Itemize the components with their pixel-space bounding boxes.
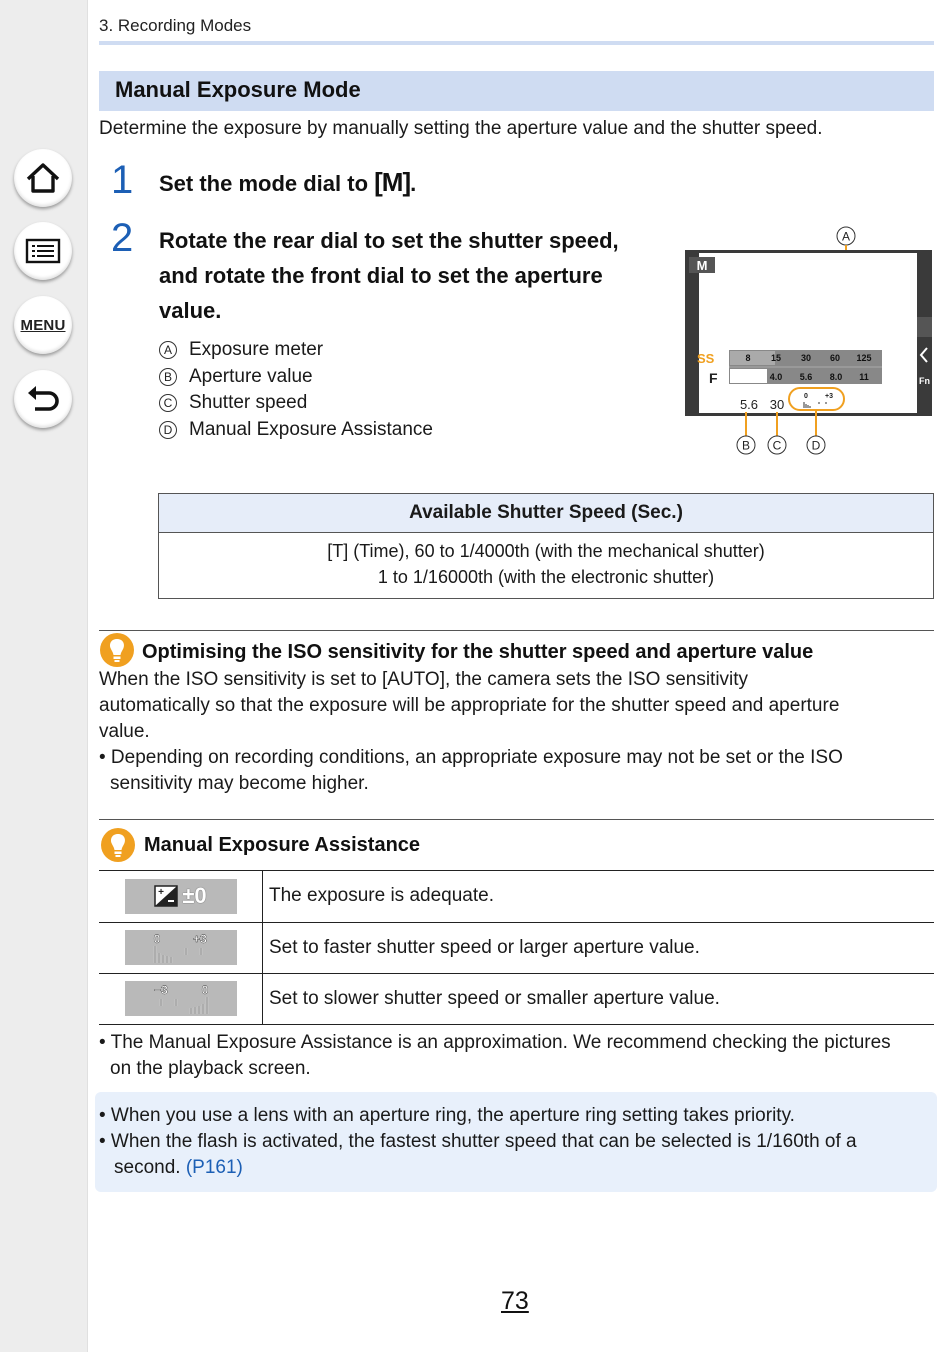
legend-label: Aperture value	[189, 365, 313, 387]
mode-m-icon: [M]	[374, 167, 411, 197]
f-label: F	[709, 370, 718, 386]
table-row: [T] (Time), 60 to 1/4000th (with the mechanical shutter)	[327, 541, 765, 561]
shutter-value: 30	[769, 397, 785, 412]
exposure-assist-table	[99, 870, 934, 1025]
tip-bullet-line: • Depending on recording conditions, an appropriate exposure may not be set or the ISO	[99, 747, 843, 768]
meter-left-label: −3	[153, 983, 168, 998]
legend-label: Exposure meter	[189, 339, 324, 361]
page-reference-link[interactable]: (P161)	[185, 1157, 243, 1178]
tip-paragraph-line: value.	[99, 721, 150, 742]
back-arrow-icon	[23, 379, 63, 419]
menu-label: MENU	[20, 316, 66, 334]
underexposed-meter-icon	[125, 930, 237, 965]
legend-label: Manual Exposure Assistance	[189, 418, 433, 440]
table-row	[99, 973, 934, 1025]
callout-b: B	[741, 438, 751, 453]
assist-note-line: • The Manual Exposure Assistance is an approximation. We recommend checking the pictures	[99, 1032, 891, 1053]
camera-screen-figure	[685, 222, 935, 462]
step-1-text	[159, 165, 416, 201]
step-2-line: value.	[159, 298, 222, 323]
note-line: • When you use a lens with an aperture ring, the aperture ring setting takes priority.	[99, 1105, 795, 1126]
menu-button[interactable]	[14, 296, 72, 354]
page-number: 73	[501, 1287, 529, 1315]
tip-paragraph	[99, 667, 934, 745]
ss-scale-tick: 30	[800, 353, 812, 363]
marker-b: B	[159, 368, 177, 386]
fn-tab: Fn	[919, 376, 930, 386]
ss-scale-tick: 15	[770, 353, 782, 363]
legend-item	[159, 364, 433, 391]
note-box	[95, 1092, 937, 1192]
step-2-number: 2	[111, 216, 134, 260]
tip-title: Optimising the ISO sensitivity for the shutter speed and aperture value	[142, 641, 814, 663]
tip-paragraph-line: automatically so that the exposure will be appropriate for the shutter speed and aperture	[99, 695, 840, 716]
assist-note-line: on the playback screen.	[110, 1058, 311, 1079]
f-scale-tick: 11	[859, 372, 869, 382]
step-1-text-after: .	[410, 171, 417, 196]
note-line: • When the flash is activated, the fastest shutter speed that can be selected is 1/160th of a	[99, 1131, 857, 1152]
table-header: Available Shutter Speed (Sec.)	[159, 494, 933, 533]
assist-zero-value: ±0	[182, 883, 207, 909]
step-2-line: and rotate the front dial to set the aperture	[159, 263, 603, 288]
section-title: Manual Exposure Mode	[115, 77, 361, 102]
tip-bullet-line: sensitivity may become higher.	[110, 773, 369, 794]
contents-button[interactable]	[14, 222, 72, 280]
icon-cell	[99, 871, 263, 922]
mode-indicator: M	[696, 258, 708, 273]
exposure-adequate-icon	[125, 879, 237, 914]
f-scale-tick: 8.0	[829, 372, 843, 382]
ss-label: SS	[697, 351, 715, 366]
marker-c: C	[159, 394, 177, 412]
step-2-text	[159, 223, 619, 328]
intro-text: Determine the exposure by manually setting the aperture value and the shutter speed.	[99, 118, 823, 139]
assist-description: The exposure is adequate.	[269, 885, 494, 907]
note-text: second.	[114, 1157, 186, 1178]
step-1-text-before: Set the mode dial to	[159, 171, 375, 196]
tip-bullet	[99, 745, 934, 797]
ss-scale-tick: 8	[745, 353, 751, 363]
contents-list-icon	[23, 231, 63, 271]
section-header	[99, 71, 934, 111]
table-row	[99, 870, 934, 922]
assist-description: Set to slower shutter speed or smaller aperture value.	[269, 987, 720, 1009]
aperture-value: 5.6	[739, 397, 759, 412]
table-row	[99, 922, 934, 974]
shutter-speed-table	[158, 493, 934, 599]
chapter-heading: 3. Recording Modes	[99, 16, 252, 35]
chapter-rule	[99, 41, 934, 45]
ss-scale-tick: 60	[829, 353, 841, 363]
f-scale-tick: 4.0	[769, 372, 783, 382]
marker-a: A	[159, 341, 177, 359]
exposure-comp-icon	[154, 885, 178, 907]
marker-d: D	[159, 421, 177, 439]
meter-left-label: 0	[153, 932, 160, 947]
callout-a: A	[841, 229, 851, 244]
assist-zero: 0	[804, 393, 808, 400]
ss-scale-tick: 125	[856, 353, 872, 363]
assist-description: Set to faster shutter speed or larger aperture value.	[269, 936, 700, 958]
icon-cell	[99, 923, 263, 974]
overexposed-meter-icon	[125, 981, 237, 1016]
lightbulb-tip-icon	[101, 828, 135, 862]
figure-legend	[159, 337, 433, 443]
legend-item	[159, 390, 433, 417]
assist-note	[99, 1030, 934, 1082]
step-2-line: Rotate the rear dial to set the shutter speed,	[159, 228, 619, 253]
back-button[interactable]	[14, 370, 72, 428]
divider	[99, 819, 934, 820]
assist-plus: +3	[825, 393, 833, 400]
legend-label: Shutter speed	[189, 392, 308, 414]
meter-right-label: 0	[201, 983, 208, 998]
home-icon	[23, 158, 63, 198]
sidebar-nav	[0, 0, 88, 1352]
meter-right-label: +3	[192, 932, 207, 947]
legend-item	[159, 417, 433, 444]
callout-c: C	[772, 438, 782, 453]
step-1-number: 1	[111, 158, 134, 202]
svg-text:+: +	[158, 887, 165, 899]
divider	[99, 630, 934, 631]
icon-cell	[99, 974, 263, 1024]
home-button[interactable]	[14, 149, 72, 207]
tip-paragraph-line: When the ISO sensitivity is set to [AUTO], the camera sets the ISO sensitivity	[99, 669, 749, 690]
table-body	[159, 533, 933, 598]
lightbulb-tip-icon	[100, 633, 134, 667]
callout-d: D	[811, 438, 821, 453]
f-scale-tick: 5.6	[799, 372, 813, 382]
tip-title: Manual Exposure Assistance	[144, 834, 421, 856]
legend-item	[159, 337, 433, 364]
table-row: 1 to 1/16000th (with the electronic shutter)	[377, 567, 715, 587]
note-line	[99, 1155, 929, 1181]
